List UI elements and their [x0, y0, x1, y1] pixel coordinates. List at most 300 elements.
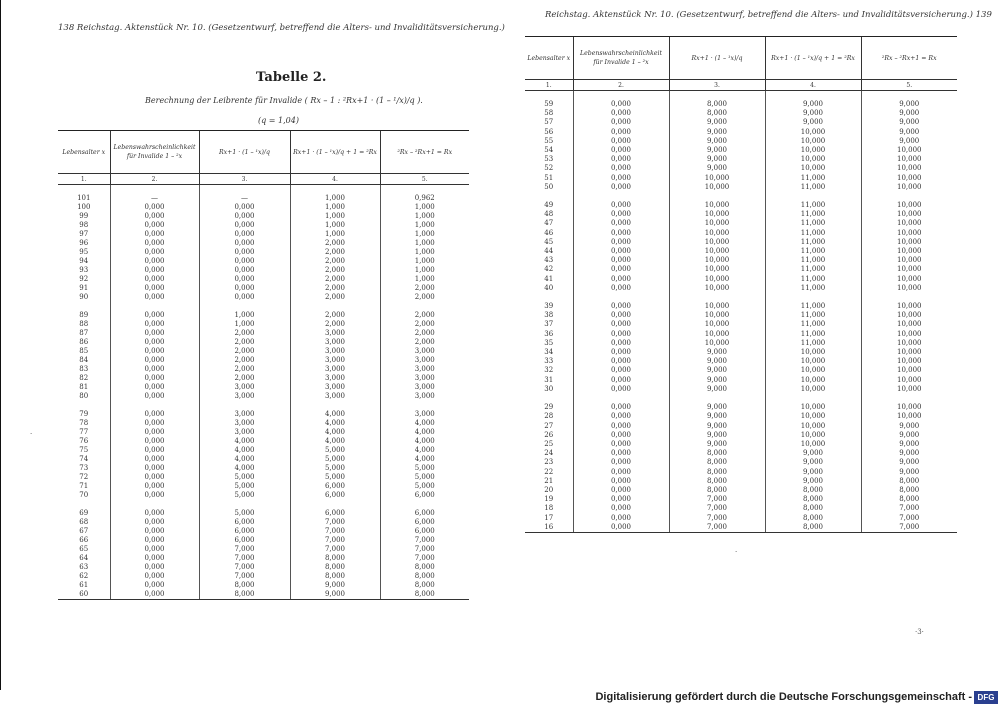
group-spacer — [525, 394, 957, 403]
value-cell: 5,000 — [290, 473, 380, 482]
value-cell: 3,000 — [380, 374, 469, 383]
value-cell: 0,000 — [573, 330, 669, 339]
value-cell: 0,000 — [199, 221, 290, 230]
value-cell: 0,000 — [573, 385, 669, 394]
value-cell: 0,000 — [573, 440, 669, 449]
value-cell: 5,000 — [380, 482, 469, 491]
age-cell: 27 — [544, 421, 554, 430]
value-cell: 10,000 — [861, 412, 957, 421]
value-cell: 3,000 — [380, 356, 469, 365]
value-cell: 10,000 — [861, 366, 957, 375]
table-subtitle: Berechnung der Leibrente für Invalide ( Rx – 1 : ²Rx+1 · (1 – ¹/x)/q ). — [145, 96, 423, 105]
column-number-1: 1. — [58, 174, 110, 185]
value-cell: 0,000 — [573, 486, 669, 495]
table-q-value: (q = 1,04) — [258, 116, 299, 125]
table-row — [58, 212, 469, 221]
value-cell: 3,000 — [199, 410, 290, 419]
value-cell: 0,000 — [199, 212, 290, 221]
age-cell: 69 — [79, 509, 89, 517]
value-cell: 6,000 — [380, 491, 469, 500]
value-cell: 0,000 — [110, 347, 199, 356]
value-cell: 0,000 — [110, 221, 199, 230]
age-cell: 30 — [544, 384, 554, 393]
value-cell: 4,000 — [199, 464, 290, 473]
value-cell: 10,000 — [861, 155, 957, 164]
table-row — [525, 100, 957, 109]
value-cell: 11,000 — [765, 284, 861, 293]
spacer-cell — [58, 401, 110, 410]
right-page-speck: · — [735, 548, 738, 556]
group-spacer — [58, 302, 469, 311]
age-cell: 29 — [544, 403, 554, 412]
table-row — [525, 201, 957, 210]
value-cell: 1,000 — [380, 203, 469, 212]
value-cell: 4,000 — [380, 446, 469, 455]
spacer-cell — [290, 401, 380, 410]
age-cell: 61 — [79, 581, 89, 589]
value-cell: 0,000 — [110, 329, 199, 338]
age-cell: 54 — [544, 146, 554, 155]
value-cell: 9,000 — [861, 118, 957, 127]
value-cell: 0,000 — [573, 284, 669, 293]
value-cell: 10,000 — [669, 210, 765, 219]
value-cell: 0,000 — [573, 146, 669, 155]
table-row — [58, 266, 469, 275]
value-cell: 9,000 — [765, 100, 861, 109]
header-row — [58, 131, 469, 174]
spacer-cell — [380, 500, 469, 509]
value-cell: 9,000 — [669, 155, 765, 164]
value-cell: 5,000 — [290, 455, 380, 464]
age-cell: 83 — [79, 365, 89, 373]
value-cell: 2,000 — [290, 275, 380, 284]
value-cell: 11,000 — [765, 311, 861, 320]
value-cell: 0,000 — [110, 212, 199, 221]
spacer-cell — [199, 302, 290, 311]
value-cell: 9,000 — [765, 449, 861, 458]
age-cell: 25 — [544, 439, 554, 448]
value-cell: 0,000 — [199, 284, 290, 293]
value-cell: 10,000 — [765, 155, 861, 164]
column-number-1: 1. — [525, 80, 573, 91]
value-cell: 1,000 — [380, 257, 469, 266]
value-cell: 8,000 — [199, 590, 290, 600]
table-row — [58, 221, 469, 230]
table-row — [525, 348, 957, 357]
spacer-cell — [861, 394, 957, 403]
age-cell: 21 — [544, 476, 554, 485]
value-cell: 0,000 — [110, 248, 199, 257]
value-cell: 10,000 — [765, 366, 861, 375]
spacer-cell — [110, 185, 199, 195]
table-row — [525, 376, 957, 385]
value-cell: 2,000 — [380, 338, 469, 347]
value-cell: 9,000 — [669, 412, 765, 421]
value-cell: 0,000 — [573, 449, 669, 458]
age-cell: 31 — [544, 375, 554, 384]
value-cell: 10,000 — [669, 339, 765, 348]
value-cell: 0,000 — [110, 257, 199, 266]
value-cell: 8,000 — [669, 468, 765, 477]
age-cell: 80 — [79, 392, 89, 400]
value-cell: 0,000 — [199, 230, 290, 239]
value-cell: 7,000 — [861, 504, 957, 513]
value-cell: 8,000 — [765, 486, 861, 495]
value-cell: 9,000 — [669, 385, 765, 394]
value-cell: 4,000 — [199, 455, 290, 464]
value-cell: 9,000 — [669, 422, 765, 431]
spacer-cell — [573, 192, 669, 201]
table-row — [58, 275, 469, 284]
left-running-head: 138 Reichstag. Aktenstück Nr. 10. (Gesetzentwurf, betreffend die Alters- und Invaliditätsversicherung.) — [58, 23, 505, 33]
value-cell: 0,000 — [573, 247, 669, 256]
table-row — [58, 572, 469, 581]
value-cell: 11,000 — [765, 275, 861, 284]
age-cell: 42 — [544, 265, 554, 274]
value-cell: 9,000 — [669, 118, 765, 127]
value-cell: 10,000 — [861, 229, 957, 238]
table-row — [58, 374, 469, 383]
table-row — [525, 523, 957, 533]
value-cell: 0,000 — [110, 590, 199, 600]
value-cell: 11,000 — [765, 302, 861, 311]
value-cell: 0,000 — [110, 338, 199, 347]
value-cell: 0,000 — [573, 128, 669, 137]
value-cell: 0,000 — [110, 293, 199, 302]
value-cell: 9,000 — [765, 477, 861, 486]
value-cell: 3,000 — [290, 347, 380, 356]
value-cell: 10,000 — [861, 275, 957, 284]
value-cell: 9,000 — [669, 357, 765, 366]
table-row — [525, 422, 957, 431]
value-cell: 8,000 — [669, 486, 765, 495]
spacer-cell — [110, 401, 199, 410]
table-row — [525, 164, 957, 173]
group-spacer — [525, 91, 957, 101]
value-cell: 5,000 — [290, 446, 380, 455]
spacer-cell — [669, 192, 765, 201]
column-header-2: Lebenswahrscheinlichkeit für Invalide 1 – ²x — [110, 131, 199, 174]
age-cell: 76 — [79, 437, 89, 445]
value-cell: 11,000 — [765, 201, 861, 210]
table-row — [525, 495, 957, 504]
value-cell: 9,000 — [861, 422, 957, 431]
spacer-cell — [290, 500, 380, 509]
value-cell: 3,000 — [290, 329, 380, 338]
value-cell: 2,000 — [199, 374, 290, 383]
spacer-cell — [380, 185, 469, 195]
value-cell: 2,000 — [199, 356, 290, 365]
table-row — [58, 581, 469, 590]
footer-credit: Digitalisierung gefördert durch die Deutsche Forschungsgemeinschaft - — [595, 691, 972, 703]
value-cell: 0,000 — [110, 464, 199, 473]
value-cell: 1,000 — [380, 266, 469, 275]
table-row — [58, 545, 469, 554]
value-cell: 0,000 — [110, 482, 199, 491]
value-cell: 0,000 — [199, 266, 290, 275]
value-cell: 10,000 — [861, 174, 957, 183]
value-cell: 10,000 — [765, 137, 861, 146]
value-cell: 11,000 — [765, 339, 861, 348]
value-cell: 5,000 — [290, 464, 380, 473]
value-cell: 8,000 — [290, 563, 380, 572]
value-cell: 4,000 — [290, 428, 380, 437]
table-row — [58, 482, 469, 491]
age-cell: 60 — [58, 590, 110, 600]
value-cell: 1,000 — [290, 203, 380, 212]
value-cell: 6,000 — [380, 527, 469, 536]
value-cell: 0,000 — [573, 238, 669, 247]
table-row — [525, 183, 957, 192]
age-cell: 73 — [79, 464, 89, 472]
spacer-cell — [765, 394, 861, 403]
value-cell: 2,000 — [290, 248, 380, 257]
value-cell: 2,000 — [199, 347, 290, 356]
value-cell: 0,000 — [110, 428, 199, 437]
table-row — [58, 320, 469, 329]
value-cell: 10,000 — [765, 422, 861, 431]
spacer-cell — [290, 302, 380, 311]
value-cell: 10,000 — [669, 330, 765, 339]
value-cell: 11,000 — [765, 229, 861, 238]
value-cell: 0,000 — [573, 164, 669, 173]
table-row — [525, 118, 957, 127]
value-cell: 9,000 — [669, 440, 765, 449]
table-row — [525, 229, 957, 238]
table-row — [525, 477, 957, 486]
value-cell: 2,000 — [290, 266, 380, 275]
value-cell: 2,000 — [380, 329, 469, 338]
age-cell: 51 — [544, 173, 554, 182]
table-row — [525, 403, 957, 412]
column-header-3: Rx+1 · (1 – ¹x)/q — [669, 37, 765, 80]
table-row — [58, 293, 469, 302]
value-cell: 0,000 — [573, 320, 669, 329]
value-cell: 0,000 — [573, 339, 669, 348]
value-cell: 0,000 — [110, 536, 199, 545]
value-cell: 10,000 — [669, 256, 765, 265]
value-cell: 10,000 — [861, 330, 957, 339]
table-row — [58, 473, 469, 482]
value-cell: 10,000 — [861, 210, 957, 219]
value-cell: — — [199, 194, 290, 203]
value-cell: 3,000 — [290, 374, 380, 383]
spacer-cell — [669, 394, 765, 403]
age-cell: 18 — [544, 504, 554, 513]
spacer-cell — [525, 394, 573, 403]
age-cell: 101 — [77, 194, 91, 202]
value-cell: 9,000 — [669, 146, 765, 155]
value-cell: 0,000 — [199, 293, 290, 302]
group-spacer — [58, 500, 469, 509]
age-cell: 90 — [79, 293, 89, 301]
value-cell: 0,000 — [573, 403, 669, 412]
age-cell: 96 — [79, 239, 89, 247]
value-cell: 2,000 — [199, 365, 290, 374]
value-cell: 8,000 — [380, 563, 469, 572]
value-cell: 0,000 — [110, 446, 199, 455]
age-cell: 100 — [77, 203, 91, 211]
table-row — [58, 248, 469, 257]
value-cell: 7,000 — [290, 545, 380, 554]
age-cell: 92 — [79, 275, 89, 283]
age-cell: 46 — [544, 228, 554, 237]
value-cell: 0,000 — [573, 348, 669, 357]
table-row — [525, 458, 957, 467]
value-cell: 8,000 — [765, 504, 861, 513]
value-cell: 10,000 — [765, 385, 861, 394]
table-row — [525, 174, 957, 183]
spacer-cell — [380, 401, 469, 410]
value-cell: 0,000 — [110, 266, 199, 275]
value-cell: 0,000 — [110, 311, 199, 320]
value-cell: 9,000 — [669, 137, 765, 146]
value-cell: 8,000 — [380, 581, 469, 590]
value-cell: 7,000 — [861, 514, 957, 523]
column-header-5: ²Rx – ²Rx+1 = Rx — [861, 37, 957, 80]
spacer-cell — [765, 293, 861, 302]
value-cell: 8,000 — [380, 590, 469, 600]
value-cell: 2,000 — [380, 320, 469, 329]
age-cell: 55 — [544, 136, 554, 145]
table-row — [525, 330, 957, 339]
table-row — [58, 428, 469, 437]
age-cell: 67 — [79, 527, 89, 535]
value-cell: 7,000 — [199, 545, 290, 554]
value-cell: 4,000 — [199, 446, 290, 455]
age-cell: 20 — [544, 485, 554, 494]
column-number-4: 4. — [290, 174, 380, 185]
column-header-4: Rx+1 · (1 – ¹x)/q + 1 = ²Rx — [765, 37, 861, 80]
age-cell: 71 — [79, 482, 89, 490]
age-cell: 28 — [544, 412, 554, 421]
left-margin-mark: · — [30, 430, 33, 438]
spacer-cell — [525, 91, 573, 101]
table-row — [525, 109, 957, 118]
age-cell: 62 — [79, 572, 89, 580]
value-cell: 3,000 — [199, 428, 290, 437]
age-cell: 41 — [544, 274, 554, 283]
column-header-5: ²Rx – ²Rx+1 = Rx — [380, 131, 469, 174]
column-number-2: 2. — [110, 174, 199, 185]
value-cell: 10,000 — [861, 201, 957, 210]
value-cell: 5,000 — [199, 482, 290, 491]
table-row — [525, 431, 957, 440]
table-row — [525, 412, 957, 421]
spacer-cell — [110, 500, 199, 509]
column-header-2: Lebenswahrscheinlichkeit für Invalide 1 – ²x — [573, 37, 669, 80]
age-cell: 45 — [544, 237, 554, 246]
value-cell: 11,000 — [765, 238, 861, 247]
value-cell: 6,000 — [199, 518, 290, 527]
table-row — [525, 311, 957, 320]
spacer-cell — [861, 293, 957, 302]
value-cell: 0,000 — [199, 257, 290, 266]
value-cell: — — [110, 194, 199, 203]
age-cell: 99 — [79, 212, 89, 220]
table-row — [58, 383, 469, 392]
table-row — [58, 455, 469, 464]
value-cell: 0,000 — [199, 203, 290, 212]
value-cell: 8,000 — [765, 523, 861, 533]
value-cell: 9,000 — [765, 118, 861, 127]
value-cell: 9,000 — [669, 431, 765, 440]
table-row — [525, 514, 957, 523]
value-cell: 3,000 — [290, 392, 380, 401]
value-cell: 4,000 — [380, 428, 469, 437]
age-cell: 63 — [79, 563, 89, 571]
table-row — [58, 554, 469, 563]
value-cell: 7,000 — [669, 514, 765, 523]
table-row — [58, 338, 469, 347]
value-cell: 7,000 — [199, 554, 290, 563]
value-cell: 0,000 — [110, 320, 199, 329]
value-cell: 8,000 — [861, 495, 957, 504]
value-cell: 2,000 — [290, 311, 380, 320]
age-cell: 75 — [79, 446, 89, 454]
age-cell: 88 — [79, 320, 89, 328]
age-cell: 56 — [544, 127, 554, 136]
value-cell: 10,000 — [861, 164, 957, 173]
value-cell: 6,000 — [380, 509, 469, 518]
age-cell: 49 — [544, 201, 554, 210]
value-cell: 4,000 — [380, 437, 469, 446]
value-cell: 9,000 — [861, 137, 957, 146]
value-cell: 1,000 — [290, 230, 380, 239]
value-cell: 7,000 — [290, 536, 380, 545]
table-row — [525, 302, 957, 311]
value-cell: 4,000 — [380, 455, 469, 464]
age-cell: 43 — [544, 256, 554, 265]
table-row — [525, 155, 957, 164]
value-cell: 1,000 — [290, 194, 380, 203]
table-row — [525, 449, 957, 458]
value-cell: 0,000 — [573, 118, 669, 127]
table-row — [58, 536, 469, 545]
value-cell: 4,000 — [290, 419, 380, 428]
value-cell: 3,000 — [199, 383, 290, 392]
value-cell: 11,000 — [765, 256, 861, 265]
value-cell: 5,000 — [380, 473, 469, 482]
value-cell: 2,000 — [199, 338, 290, 347]
spacer-cell — [199, 401, 290, 410]
value-cell: 2,000 — [290, 257, 380, 266]
value-cell: 10,000 — [861, 146, 957, 155]
value-cell: 0,000 — [110, 491, 199, 500]
column-header-4: Rx+1 · (1 – ¹x)/q + 1 = ²Rx — [290, 131, 380, 174]
value-cell: 0,000 — [573, 504, 669, 513]
age-cell: 98 — [79, 221, 89, 229]
value-cell: 0,000 — [110, 365, 199, 374]
value-cell: 6,000 — [290, 482, 380, 491]
spacer-cell — [573, 394, 669, 403]
age-cell: 23 — [544, 458, 554, 467]
value-cell: 3,000 — [380, 392, 469, 401]
age-cell: 91 — [79, 284, 89, 292]
age-cell: 24 — [544, 449, 554, 458]
age-cell: 52 — [544, 164, 554, 173]
table-row — [525, 468, 957, 477]
age-cell: 36 — [544, 329, 554, 338]
value-cell: 11,000 — [765, 174, 861, 183]
value-cell: 0,000 — [199, 239, 290, 248]
value-cell: 0,000 — [573, 431, 669, 440]
column-number-3: 3. — [199, 174, 290, 185]
age-cell: 78 — [79, 419, 89, 427]
value-cell: 0,000 — [199, 275, 290, 284]
table-row — [58, 437, 469, 446]
age-cell: 81 — [79, 383, 89, 391]
